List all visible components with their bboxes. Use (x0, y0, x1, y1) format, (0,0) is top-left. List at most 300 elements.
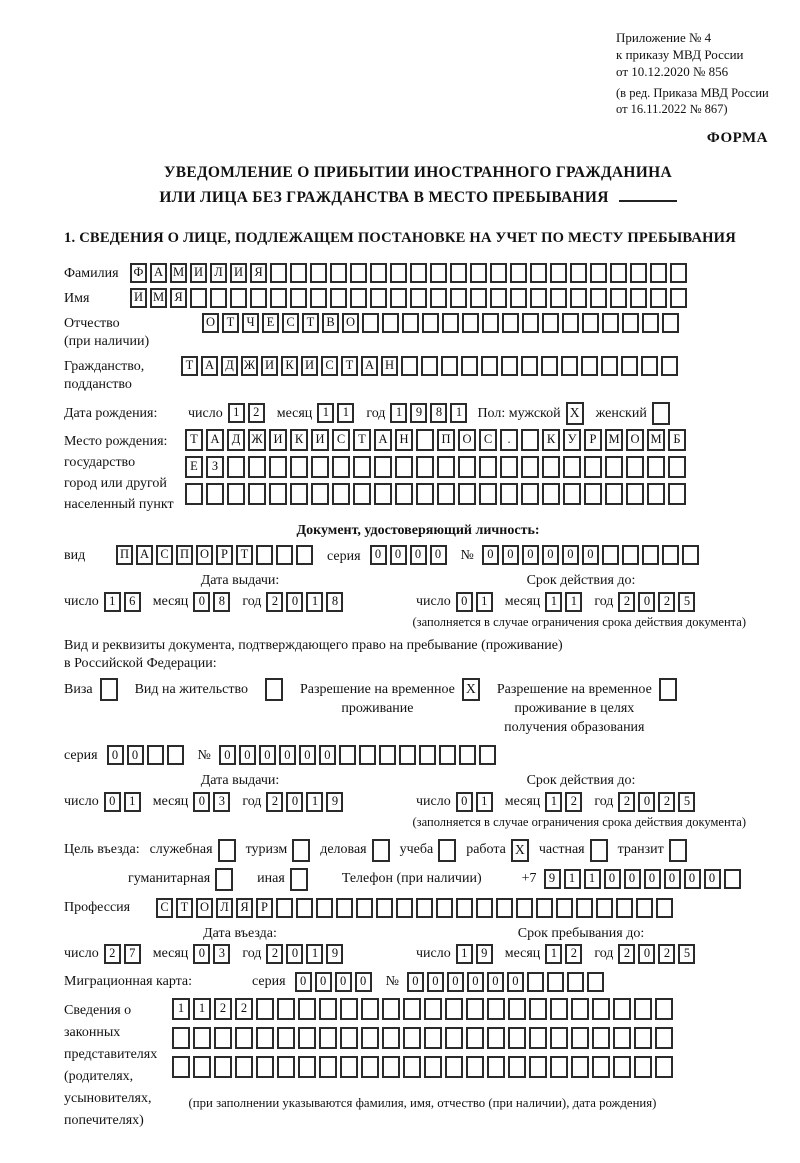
char-cell[interactable] (570, 263, 587, 283)
char-cell[interactable]: 0 (127, 745, 144, 765)
char-cell[interactable] (610, 288, 627, 308)
char-cell[interactable] (248, 483, 266, 505)
char-cell[interactable] (622, 313, 639, 333)
char-cell[interactable]: Д (227, 429, 245, 451)
char-cell[interactable]: К (281, 356, 298, 376)
char-cell[interactable]: 0 (390, 545, 407, 565)
char-cell[interactable] (642, 545, 659, 565)
char-cell[interactable] (382, 1056, 400, 1078)
char-cell[interactable]: 1 (545, 944, 562, 964)
char-cell[interactable]: 0 (335, 972, 352, 992)
char-cell[interactable] (450, 288, 467, 308)
char-cell[interactable] (587, 972, 604, 992)
char-cell[interactable] (382, 313, 399, 333)
char-cell[interactable] (655, 1056, 673, 1078)
char-cell[interactable] (416, 483, 434, 505)
char-cell[interactable]: Ч (242, 313, 259, 333)
char-cell[interactable] (621, 356, 638, 376)
char-cell[interactable]: 0 (542, 545, 559, 565)
char-cell[interactable] (424, 998, 442, 1020)
char-cell[interactable]: Н (395, 429, 413, 451)
char-cell[interactable]: 2 (658, 944, 675, 964)
char-cell[interactable]: 0 (644, 869, 661, 889)
char-cell[interactable]: 0 (427, 972, 444, 992)
char-cell[interactable]: 0 (507, 972, 524, 992)
char-cell[interactable] (439, 745, 456, 765)
char-cell[interactable] (622, 545, 639, 565)
char-cell[interactable]: Я (170, 288, 187, 308)
purpose-humanitarian-checkbox[interactable] (215, 868, 233, 891)
char-cell[interactable]: С (156, 898, 173, 918)
char-cell[interactable] (481, 356, 498, 376)
char-cell[interactable] (430, 288, 447, 308)
char-cell[interactable] (592, 1056, 610, 1078)
char-cell[interactable] (521, 356, 538, 376)
char-cell[interactable] (641, 356, 658, 376)
char-cell[interactable] (206, 483, 224, 505)
char-cell[interactable] (642, 313, 659, 333)
char-cell[interactable] (634, 1027, 652, 1049)
char-cell[interactable]: А (206, 429, 224, 451)
char-cell[interactable] (172, 1027, 190, 1049)
char-cell[interactable]: И (261, 356, 278, 376)
purpose-study-checkbox[interactable] (438, 839, 456, 862)
char-cell[interactable] (185, 483, 203, 505)
char-cell[interactable]: 0 (299, 745, 316, 765)
char-cell[interactable]: 1 (564, 869, 581, 889)
char-cell[interactable] (419, 745, 436, 765)
char-cell[interactable]: 9 (476, 944, 493, 964)
char-cell[interactable]: П (437, 429, 455, 451)
char-cell[interactable] (353, 456, 371, 478)
char-cell[interactable] (605, 456, 623, 478)
char-cell[interactable]: 2 (266, 792, 283, 812)
char-cell[interactable]: Д (221, 356, 238, 376)
char-cell[interactable] (436, 898, 453, 918)
char-cell[interactable] (570, 288, 587, 308)
char-cell[interactable] (430, 263, 447, 283)
char-cell[interactable]: 0 (704, 869, 721, 889)
char-cell[interactable] (410, 263, 427, 283)
char-cell[interactable] (668, 456, 686, 478)
char-cell[interactable] (390, 263, 407, 283)
char-cell[interactable] (445, 1056, 463, 1078)
char-cell[interactable]: Л (210, 263, 227, 283)
char-cell[interactable] (521, 429, 539, 451)
char-cell[interactable] (662, 313, 679, 333)
char-cell[interactable]: 2 (658, 592, 675, 612)
char-cell[interactable] (269, 483, 287, 505)
char-cell[interactable]: 1 (476, 592, 493, 612)
char-cell[interactable]: 9 (410, 403, 427, 423)
char-cell[interactable] (530, 263, 547, 283)
char-cell[interactable]: 2 (658, 792, 675, 812)
char-cell[interactable] (410, 288, 427, 308)
char-cell[interactable] (319, 1027, 337, 1049)
char-cell[interactable] (442, 313, 459, 333)
char-cell[interactable] (567, 972, 584, 992)
char-cell[interactable]: 5 (678, 592, 695, 612)
char-cell[interactable]: П (116, 545, 133, 565)
char-cell[interactable]: Т (341, 356, 358, 376)
char-cell[interactable] (682, 545, 699, 565)
char-cell[interactable]: И (269, 429, 287, 451)
char-cell[interactable] (416, 898, 433, 918)
char-cell[interactable]: 0 (447, 972, 464, 992)
char-cell[interactable] (592, 998, 610, 1020)
char-cell[interactable]: 2 (235, 998, 253, 1020)
char-cell[interactable]: А (150, 263, 167, 283)
char-cell[interactable]: 1 (104, 592, 121, 612)
char-cell[interactable] (332, 483, 350, 505)
char-cell[interactable] (541, 356, 558, 376)
char-cell[interactable]: 8 (213, 592, 230, 612)
char-cell[interactable] (277, 1027, 295, 1049)
char-cell[interactable] (616, 898, 633, 918)
char-cell[interactable] (530, 288, 547, 308)
char-cell[interactable] (456, 898, 473, 918)
char-cell[interactable] (269, 456, 287, 478)
char-cell[interactable]: 1 (545, 792, 562, 812)
char-cell[interactable]: А (374, 429, 392, 451)
char-cell[interactable] (596, 898, 613, 918)
char-cell[interactable] (556, 898, 573, 918)
char-cell[interactable] (339, 745, 356, 765)
char-cell[interactable]: 0 (684, 869, 701, 889)
char-cell[interactable]: 0 (604, 869, 621, 889)
char-cell[interactable]: 5 (678, 944, 695, 964)
char-cell[interactable] (550, 1056, 568, 1078)
char-cell[interactable] (250, 288, 267, 308)
char-cell[interactable] (571, 1056, 589, 1078)
char-cell[interactable] (470, 288, 487, 308)
char-cell[interactable] (445, 1027, 463, 1049)
char-cell[interactable]: Т (185, 429, 203, 451)
option-visa-checkbox[interactable] (100, 678, 118, 701)
char-cell[interactable] (527, 972, 544, 992)
char-cell[interactable] (582, 313, 599, 333)
char-cell[interactable]: 0 (315, 972, 332, 992)
char-cell[interactable]: Т (176, 898, 193, 918)
char-cell[interactable] (353, 483, 371, 505)
char-cell[interactable] (227, 483, 245, 505)
char-cell[interactable] (630, 288, 647, 308)
char-cell[interactable] (479, 456, 497, 478)
char-cell[interactable]: И (190, 263, 207, 283)
char-cell[interactable] (613, 1056, 631, 1078)
sex-male-checkbox[interactable]: X (566, 402, 584, 425)
char-cell[interactable]: 2 (266, 944, 283, 964)
char-cell[interactable]: 0 (193, 792, 210, 812)
option-temp-residence-checkbox[interactable]: X (462, 678, 480, 701)
char-cell[interactable]: А (201, 356, 218, 376)
char-cell[interactable] (290, 288, 307, 308)
char-cell[interactable]: И (230, 263, 247, 283)
char-cell[interactable] (336, 898, 353, 918)
char-cell[interactable] (403, 998, 421, 1020)
sex-female-checkbox[interactable] (652, 402, 670, 425)
char-cell[interactable] (458, 456, 476, 478)
char-cell[interactable] (270, 288, 287, 308)
char-cell[interactable] (601, 356, 618, 376)
char-cell[interactable] (210, 288, 227, 308)
char-cell[interactable] (521, 456, 539, 478)
char-cell[interactable] (581, 356, 598, 376)
char-cell[interactable]: 0 (467, 972, 484, 992)
char-cell[interactable] (311, 456, 329, 478)
char-cell[interactable]: 8 (326, 592, 343, 612)
char-cell[interactable] (310, 263, 327, 283)
char-cell[interactable]: 9 (544, 869, 561, 889)
char-cell[interactable] (562, 313, 579, 333)
char-cell[interactable]: И (130, 288, 147, 308)
char-cell[interactable]: 1 (476, 792, 493, 812)
char-cell[interactable] (422, 313, 439, 333)
char-cell[interactable] (256, 998, 274, 1020)
char-cell[interactable] (193, 1056, 211, 1078)
char-cell[interactable] (650, 288, 667, 308)
char-cell[interactable]: 0 (286, 592, 303, 612)
char-cell[interactable]: 1 (193, 998, 211, 1020)
char-cell[interactable] (550, 288, 567, 308)
char-cell[interactable] (421, 356, 438, 376)
purpose-work-checkbox[interactable]: X (511, 839, 529, 862)
char-cell[interactable] (361, 1027, 379, 1049)
option-temp-residence-education-checkbox[interactable] (659, 678, 677, 701)
char-cell[interactable] (510, 263, 527, 283)
char-cell[interactable]: 0 (456, 792, 473, 812)
char-cell[interactable] (550, 998, 568, 1020)
char-cell[interactable] (340, 1027, 358, 1049)
char-cell[interactable] (670, 263, 687, 283)
char-cell[interactable] (401, 356, 418, 376)
char-cell[interactable]: 2 (618, 944, 635, 964)
char-cell[interactable] (479, 745, 496, 765)
char-cell[interactable] (374, 483, 392, 505)
char-cell[interactable]: 0 (624, 869, 641, 889)
char-cell[interactable]: 1 (390, 403, 407, 423)
char-cell[interactable] (248, 456, 266, 478)
char-cell[interactable]: 2 (565, 792, 582, 812)
char-cell[interactable] (516, 898, 533, 918)
char-cell[interactable]: . (500, 429, 518, 451)
char-cell[interactable] (356, 898, 373, 918)
char-cell[interactable] (379, 745, 396, 765)
char-cell[interactable] (490, 263, 507, 283)
char-cell[interactable] (466, 1056, 484, 1078)
char-cell[interactable]: 2 (618, 792, 635, 812)
char-cell[interactable]: 1 (306, 792, 323, 812)
char-cell[interactable]: 7 (124, 944, 141, 964)
char-cell[interactable] (500, 483, 518, 505)
char-cell[interactable]: Б (668, 429, 686, 451)
char-cell[interactable] (655, 1027, 673, 1049)
char-cell[interactable] (382, 998, 400, 1020)
char-cell[interactable] (416, 456, 434, 478)
char-cell[interactable] (167, 745, 184, 765)
char-cell[interactable] (508, 998, 526, 1020)
char-cell[interactable] (172, 1056, 190, 1078)
char-cell[interactable] (630, 263, 647, 283)
char-cell[interactable] (466, 998, 484, 1020)
char-cell[interactable] (399, 745, 416, 765)
char-cell[interactable]: 0 (193, 944, 210, 964)
char-cell[interactable] (613, 1027, 631, 1049)
char-cell[interactable] (361, 998, 379, 1020)
char-cell[interactable] (350, 288, 367, 308)
char-cell[interactable]: 1 (317, 403, 334, 423)
char-cell[interactable] (445, 998, 463, 1020)
char-cell[interactable]: 0 (638, 592, 655, 612)
char-cell[interactable]: 1 (228, 403, 245, 423)
char-cell[interactable] (298, 1027, 316, 1049)
char-cell[interactable] (290, 263, 307, 283)
char-cell[interactable] (402, 313, 419, 333)
char-cell[interactable] (479, 483, 497, 505)
char-cell[interactable]: С (332, 429, 350, 451)
purpose-private-checkbox[interactable] (590, 839, 608, 862)
char-cell[interactable]: 0 (219, 745, 236, 765)
char-cell[interactable] (508, 1056, 526, 1078)
char-cell[interactable] (270, 263, 287, 283)
char-cell[interactable] (650, 263, 667, 283)
char-cell[interactable]: О (626, 429, 644, 451)
char-cell[interactable]: 0 (286, 792, 303, 812)
char-cell[interactable]: Ф (130, 263, 147, 283)
char-cell[interactable] (571, 998, 589, 1020)
char-cell[interactable]: 0 (104, 792, 121, 812)
char-cell[interactable] (563, 456, 581, 478)
char-cell[interactable] (529, 1027, 547, 1049)
char-cell[interactable]: К (542, 429, 560, 451)
char-cell[interactable] (296, 898, 313, 918)
purpose-tourism-checkbox[interactable] (292, 839, 310, 862)
char-cell[interactable]: 0 (370, 545, 387, 565)
char-cell[interactable] (450, 263, 467, 283)
char-cell[interactable] (403, 1027, 421, 1049)
char-cell[interactable]: С (156, 545, 173, 565)
purpose-official-checkbox[interactable] (218, 839, 236, 862)
char-cell[interactable] (634, 1056, 652, 1078)
char-cell[interactable] (584, 483, 602, 505)
char-cell[interactable] (370, 288, 387, 308)
char-cell[interactable] (403, 1056, 421, 1078)
char-cell[interactable]: 0 (482, 545, 499, 565)
char-cell[interactable]: 0 (582, 545, 599, 565)
char-cell[interactable] (277, 1056, 295, 1078)
purpose-transit-checkbox[interactable] (669, 839, 687, 862)
char-cell[interactable]: 2 (618, 592, 635, 612)
char-cell[interactable] (592, 1027, 610, 1049)
char-cell[interactable] (311, 483, 329, 505)
char-cell[interactable] (602, 313, 619, 333)
char-cell[interactable] (655, 998, 673, 1020)
char-cell[interactable] (235, 1056, 253, 1078)
char-cell[interactable] (230, 288, 247, 308)
char-cell[interactable] (298, 998, 316, 1020)
char-cell[interactable] (571, 1027, 589, 1049)
char-cell[interactable]: 0 (410, 545, 427, 565)
char-cell[interactable] (382, 1027, 400, 1049)
char-cell[interactable]: И (311, 429, 329, 451)
char-cell[interactable]: Т (222, 313, 239, 333)
char-cell[interactable] (490, 288, 507, 308)
char-cell[interactable] (487, 1056, 505, 1078)
char-cell[interactable] (374, 456, 392, 478)
char-cell[interactable]: О (458, 429, 476, 451)
char-cell[interactable]: 0 (407, 972, 424, 992)
char-cell[interactable]: 0 (239, 745, 256, 765)
char-cell[interactable]: 0 (286, 944, 303, 964)
char-cell[interactable] (461, 356, 478, 376)
char-cell[interactable] (330, 263, 347, 283)
char-cell[interactable] (350, 263, 367, 283)
char-cell[interactable] (590, 288, 607, 308)
char-cell[interactable]: 1 (450, 403, 467, 423)
char-cell[interactable]: В (322, 313, 339, 333)
char-cell[interactable] (476, 898, 493, 918)
char-cell[interactable] (424, 1056, 442, 1078)
char-cell[interactable] (529, 998, 547, 1020)
char-cell[interactable] (500, 456, 518, 478)
char-cell[interactable] (256, 545, 273, 565)
char-cell[interactable]: Т (353, 429, 371, 451)
char-cell[interactable]: 0 (193, 592, 210, 612)
char-cell[interactable] (605, 483, 623, 505)
char-cell[interactable] (395, 483, 413, 505)
char-cell[interactable] (290, 483, 308, 505)
char-cell[interactable] (668, 483, 686, 505)
char-cell[interactable] (340, 998, 358, 1020)
char-cell[interactable]: С (282, 313, 299, 333)
char-cell[interactable]: 3 (213, 944, 230, 964)
char-cell[interactable]: 1 (565, 592, 582, 612)
char-cell[interactable]: Т (181, 356, 198, 376)
char-cell[interactable]: Е (262, 313, 279, 333)
char-cell[interactable]: Р (584, 429, 602, 451)
char-cell[interactable]: А (136, 545, 153, 565)
char-cell[interactable]: 1 (456, 944, 473, 964)
char-cell[interactable]: О (196, 898, 213, 918)
char-cell[interactable] (662, 545, 679, 565)
char-cell[interactable] (590, 263, 607, 283)
char-cell[interactable] (522, 313, 539, 333)
char-cell[interactable]: 0 (562, 545, 579, 565)
char-cell[interactable] (561, 356, 578, 376)
char-cell[interactable]: 0 (355, 972, 372, 992)
char-cell[interactable]: 0 (502, 545, 519, 565)
char-cell[interactable]: 2 (214, 998, 232, 1020)
option-residence-permit-checkbox[interactable] (265, 678, 283, 701)
char-cell[interactable] (310, 288, 327, 308)
char-cell[interactable] (563, 483, 581, 505)
char-cell[interactable]: 1 (172, 998, 190, 1020)
char-cell[interactable] (508, 1027, 526, 1049)
char-cell[interactable] (395, 456, 413, 478)
char-cell[interactable] (319, 998, 337, 1020)
char-cell[interactable] (487, 998, 505, 1020)
char-cell[interactable] (542, 456, 560, 478)
char-cell[interactable] (361, 1056, 379, 1078)
char-cell[interactable]: 9 (326, 944, 343, 964)
char-cell[interactable] (370, 263, 387, 283)
char-cell[interactable] (670, 288, 687, 308)
char-cell[interactable]: О (196, 545, 213, 565)
char-cell[interactable] (256, 1027, 274, 1049)
char-cell[interactable] (396, 898, 413, 918)
char-cell[interactable]: Т (302, 313, 319, 333)
char-cell[interactable]: О (342, 313, 359, 333)
